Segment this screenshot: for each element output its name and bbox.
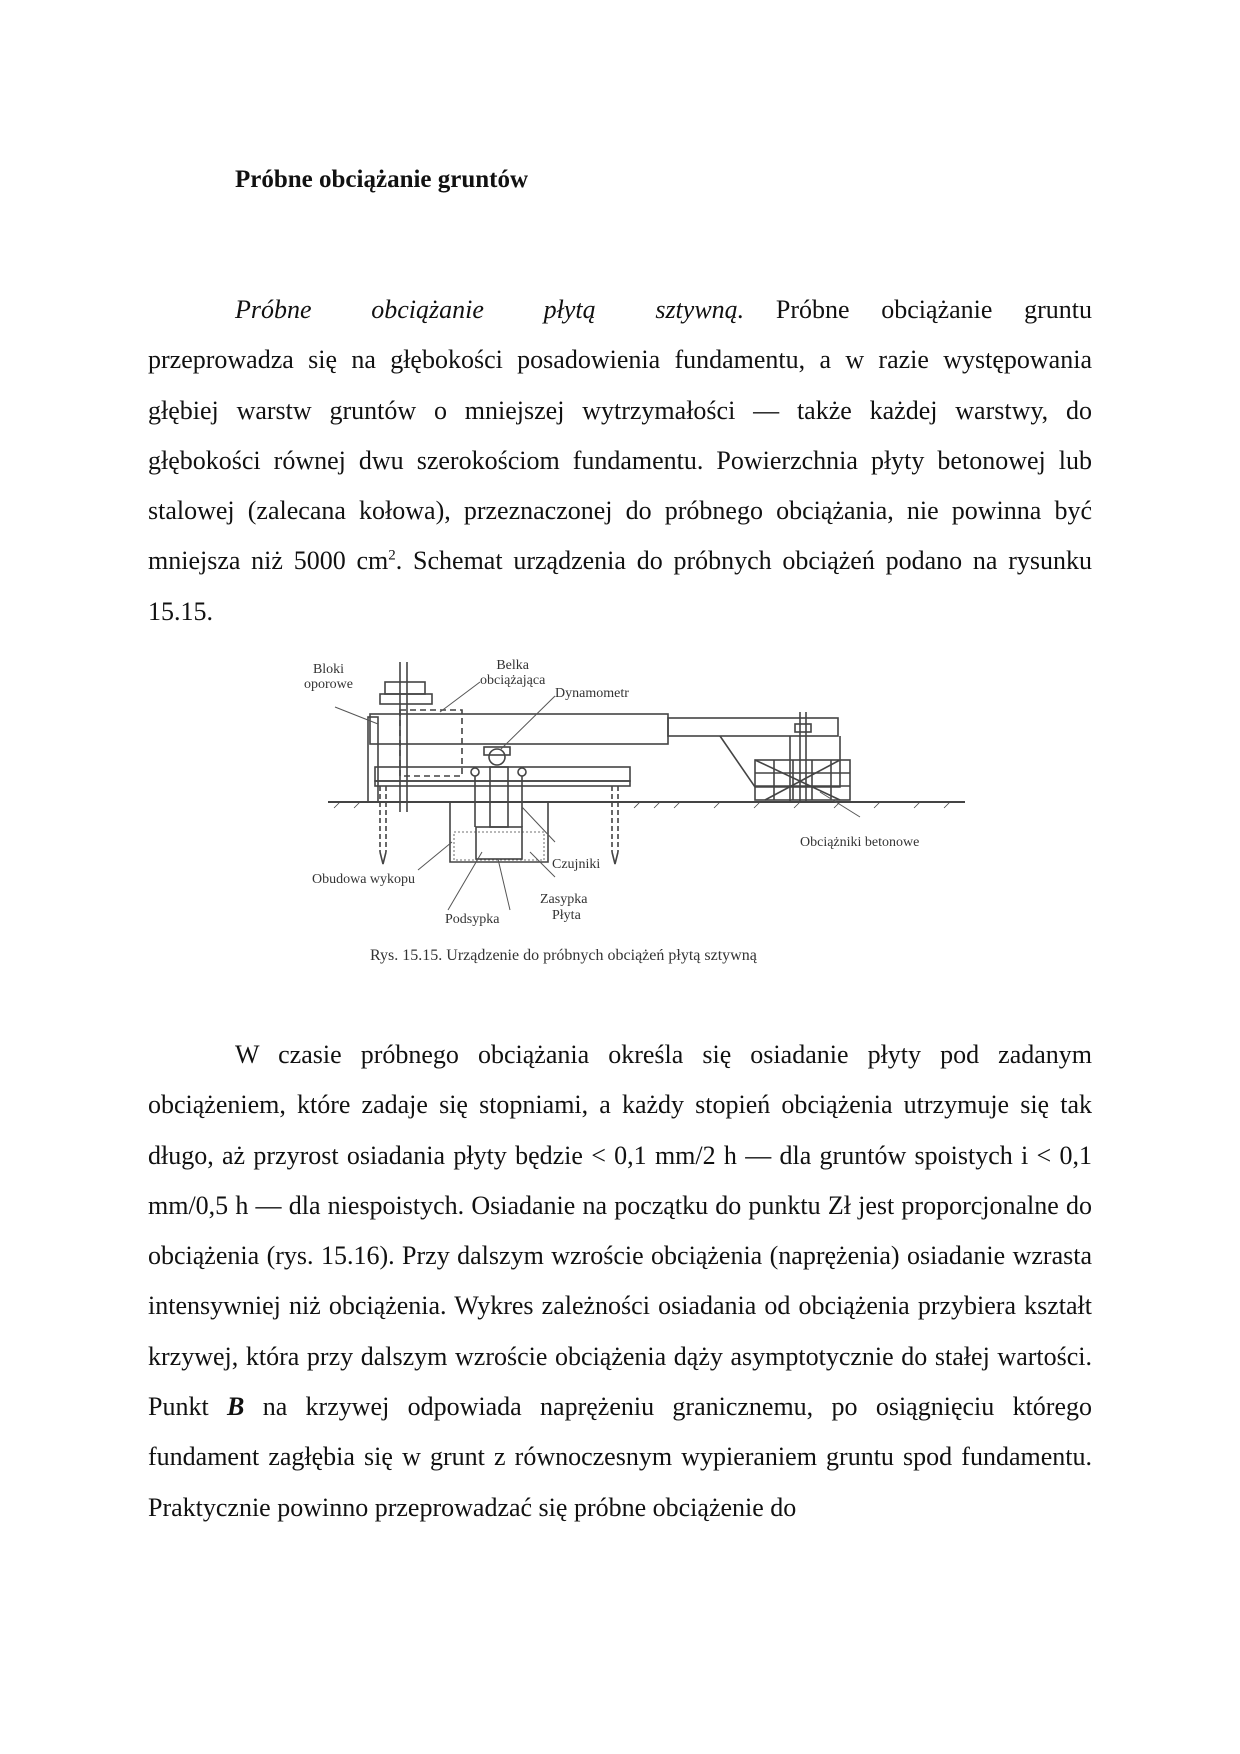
paragraph-1-text-a: Próbne obciążanie gruntu przeprowadza się na głębokości posadowienia fundamentu, a w razie występowania głębiej warstw gruntów o mniejszej wytrzymałości — także każdej warstwy, do głębokości równej dwu szerokościom fundamentu. Powierzchnia płyty betonowej lub stalowej (zalecana kołowa), przeznaczonej do próbnego obciążania, nie powinna być mniejsza niż 5000 cm [148,295,1093,576]
dynamometer [489,749,505,765]
paragraph-2-text-a: W czasie próbnego obciążania określa się osiadanie płyty pod zadanym obciążeniem, które zadaje się stopniami, a każdy stopień obciążenia utrzymuje się tak długo, aż przyrost osiadania płyty będzie < 0,1 mm/2 h — dla gruntów spoistych i < 0,1 mm/0,5 h — dla niespoistych. Osiadanie na początku do punktu Zł jest proporcjonalne do obciążenia (rys. 15.16). Przy dalszym wzroście obciążenia (naprężenia) osiadanie wzrasta intensywniej niż obciążenia. Wykres zależności osiadania od obciążenia przybiera kształt krzywej, która przy dalszym wzroście obciążenia dąży asymptotycznie do stałej wartości. Punkt [148,1040,1092,1422]
figure-load-test-apparatus [300,652,990,927]
label-obciazniki: Obciążniki betonowe [800,835,920,850]
beam-extension [668,718,838,736]
superscript: 2 [388,547,396,564]
label-podsypka: Podsypka [445,912,500,927]
paragraph-2-bold: B [227,1392,245,1422]
backfill [454,832,544,860]
paragraph-2 [148,1030,1092,1533]
label-dynamometr: Dynamometr [555,686,629,701]
label-obudowa: Obudowa wykopu [312,872,416,887]
paragraph-2-text-b: na krzywej odpowiada naprężeniu granicznemu, po osiągnięciu którego fundament zagłębia się w grunt z równoczesnym wypieraniem gruntu spod fundamentu. Praktycznie powinno przeprowadzać się próbne obciążenie do [148,1392,1092,1522]
label-czujniki: Czujniki [552,857,601,872]
label-zasypka: Zasypka [540,892,588,907]
paragraph-1 [148,285,1092,637]
support-plank-2 [375,781,630,786]
paragraph-1-lead: Próbne obciążanie płytą sztywną. [235,295,745,324]
truss [720,736,840,787]
label-bloki: Bloki oporowe [304,662,353,692]
load-beam [370,714,668,744]
label-belka: Belka obciążająca [480,658,546,688]
rod-nut-top [385,682,425,694]
support-plank [375,767,630,781]
paragraph-1-text-b: . Schemat urządzenia do próbnych obciążeń podano na rysunku 15.15. [148,546,1092,626]
label-plyta: Płyta [552,908,581,923]
page-title: Próbne obciążanie gruntów [235,166,529,193]
plate-column [490,767,508,827]
dashed-box [400,710,462,776]
rod-plate [380,694,432,704]
figure-caption: Rys. 15.15. Urządzenie do próbnych obciążeń płytą sztywną [370,947,757,964]
